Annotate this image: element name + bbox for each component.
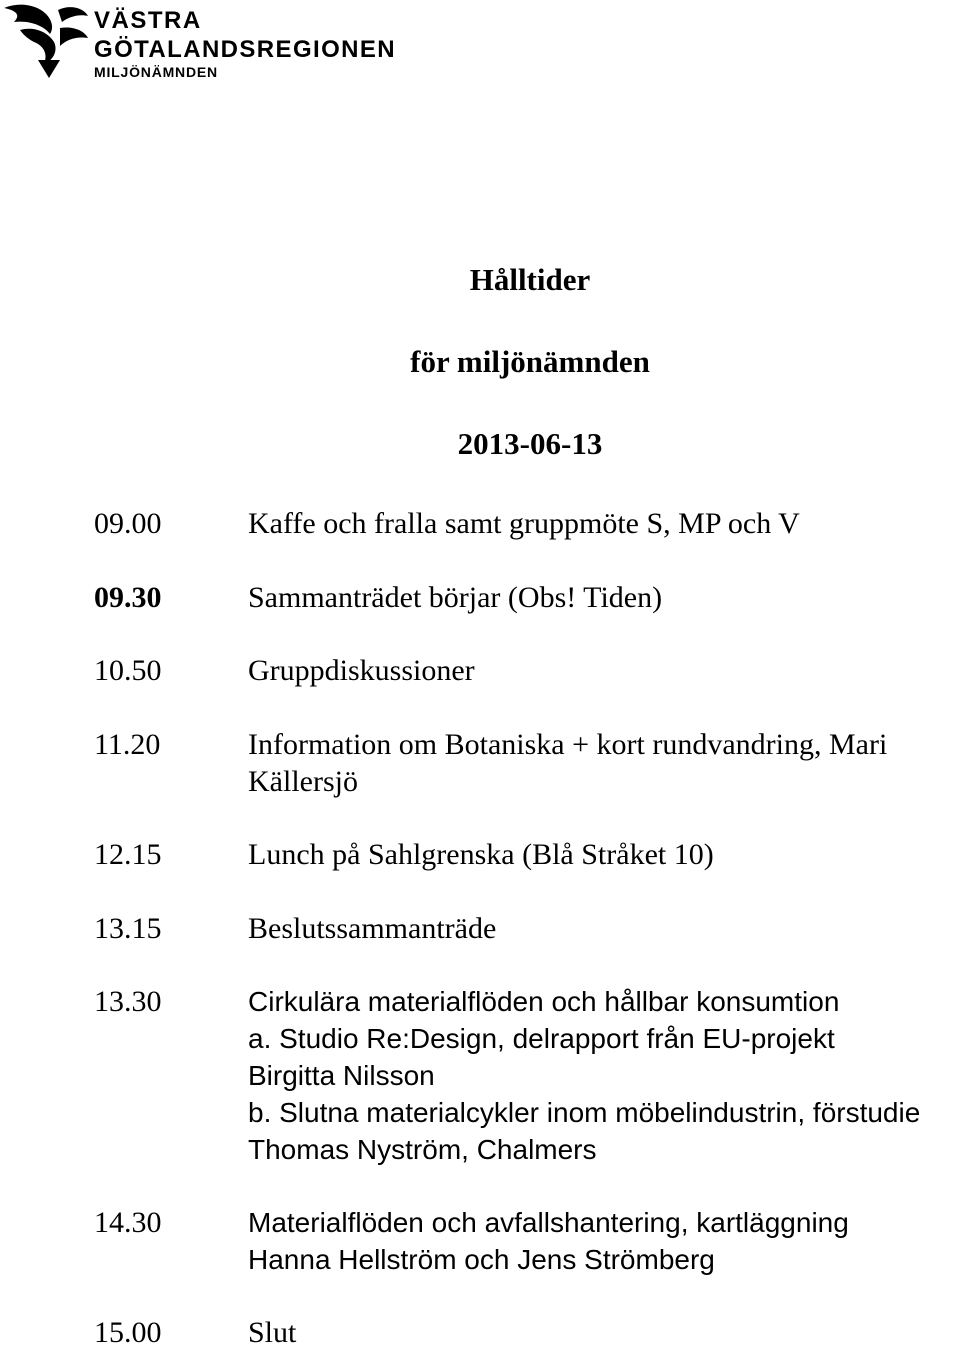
organization-logo <box>0 0 400 90</box>
schedule-item-text: Birgitta Nilsson <box>248 1060 435 1091</box>
schedule-item-text: Information om Botaniska + kort rundvandring, Mari <box>248 728 888 761</box>
meeting-date: 2013-06-13 <box>457 426 603 461</box>
logo-line-1: VÄSTRA <box>94 7 202 34</box>
schedule-time: 11.20 <box>94 728 161 761</box>
schedule-item-text: Slut <box>248 1316 297 1349</box>
schedule-item-text: Kaffe och fralla samt gruppmöte S, MP och V <box>248 507 800 540</box>
logo-line-3: MILJÖNÄMNDEN <box>94 64 218 80</box>
schedule-time: 13.15 <box>94 912 162 945</box>
schedule-time: 12.15 <box>94 838 162 871</box>
schedule-item-text: Materialflöden och avfallshantering, kartläggning <box>248 1207 849 1238</box>
schedule-item-text: Lunch på Sahlgrenska (Blå Stråket 10) <box>248 838 714 871</box>
schedule-item-text: Cirkulära materialflöden och hållbar konsumtion <box>248 986 840 1017</box>
schedule-time: 13.30 <box>94 985 162 1018</box>
schedule-item-text: b. Slutna materialcykler inom möbelindustrin, förstudie <box>248 1097 921 1128</box>
schedule-time: 10.50 <box>94 654 162 687</box>
schedule-item-text: Thomas Nyström, Chalmers <box>248 1134 597 1165</box>
schedule-item-text: Gruppdiskussioner <box>248 654 475 687</box>
schedule-item-text: Hanna Hellström och Jens Strömberg <box>248 1244 715 1275</box>
schedule-item-text: a. Studio Re:Design, delrapport från EU-projekt <box>248 1023 835 1054</box>
schedule-time: 09.00 <box>94 507 162 540</box>
region-emblem-icon <box>0 0 92 82</box>
schedule-time: 15.00 <box>94 1316 162 1349</box>
schedule-time: 09.30 <box>94 581 162 614</box>
logo-line-2: GÖTALANDSREGIONEN <box>94 36 397 63</box>
schedule-time: 14.30 <box>94 1206 162 1239</box>
page-title: Hålltider <box>469 262 591 297</box>
schedule-item-text: Sammanträdet börjar (Obs! Tiden) <box>248 581 663 614</box>
schedule-item-text: Beslutssammanträde <box>248 912 497 945</box>
schedule-item-text: Källersjö <box>248 765 358 798</box>
page-subtitle: för miljönämnden <box>410 344 650 379</box>
